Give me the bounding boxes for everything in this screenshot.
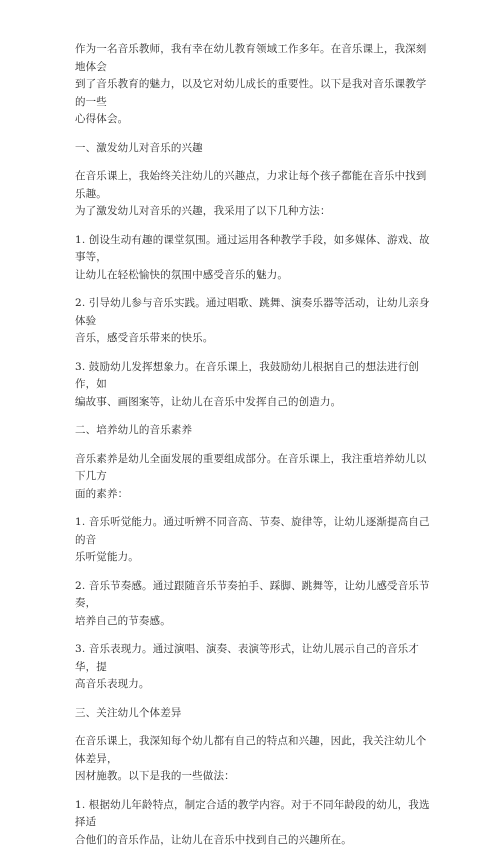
document-body [75, 41, 435, 860]
section-1-intro: 在音乐课上，我始终关注幼儿的兴趣点，力求让每个孩子都能在音乐中找到乐趣。 为了激发幼儿对音乐的兴趣，我采用了以下几种方法： [75, 170, 427, 217]
section-heading-2: 二、培养幼儿的音乐素养 [75, 424, 193, 436]
section-3-intro: 在音乐课上，我深知每个幼儿都有自己的特点和兴趣，因此，我关注幼儿个体差异， 因材施教。以下是我的一些做法： [75, 735, 427, 782]
section-heading-3: 三、关注幼儿个体差异 [75, 706, 182, 719]
section-1-item-1: 1. 创设生动有趣的课堂氛围。通过运用各种教学手段，如多媒体、游戏、故事等， 让幼儿在轻松愉快的氛围中感受音乐的魅力。 [75, 233, 430, 281]
intro-paragraph: 作为一名音乐教师，我有幸在幼儿教育领域工作多年。在音乐课上，我深刻地体会 到了音乐教育的魅力，以及它对幼儿成长的重要性。以下是我对音乐课教学的一些 心得体会。 [75, 43, 427, 125]
section-1-item-2: 2. 引导幼儿参与音乐实践。通过唱歌、跳舞、演奏乐器等活动，让幼儿亲身体验 音乐，感受音乐带来的快乐。 [75, 297, 430, 344]
section-2-item-1: 1. 音乐听觉能力。通过听辨不同音高、节奏、旋律等，让幼儿逐渐提高自己的音 乐听觉能力。 [75, 516, 430, 563]
section-3-item-1: 1. 根据幼儿年龄特点，制定合适的教学内容。对于不同年龄段的幼儿，我选择适 合他们的音乐作品，让幼儿在音乐中找到自己的兴趣所在。 [75, 798, 430, 846]
section-1-item-3: 3. 鼓励幼儿发挥想象力。在音乐课上，我鼓励幼儿根据自己的想法进行创作，如 编故事、画图案等，让幼儿在音乐中发挥自己的创造力。 [75, 360, 419, 408]
section-2-intro: 音乐素养是幼儿全面发展的重要组成部分。在音乐课上，我注重培养幼儿以下几方 面的素养： [75, 452, 427, 500]
section-heading-1: 一、激发幼儿对音乐的兴趣 [75, 141, 203, 154]
section-2-item-2: 2. 音乐节奏感。通过跟随音乐节奏拍手、踩脚、跳舞等，让幼儿感受音乐节奏， 培养自己的节奏感。 [75, 579, 430, 627]
section-2-item-3: 3. 音乐表现力。通过演唱、演奏、表演等形式，让幼儿展示自己的音乐才华，提 高音乐表现力。 [75, 643, 419, 690]
